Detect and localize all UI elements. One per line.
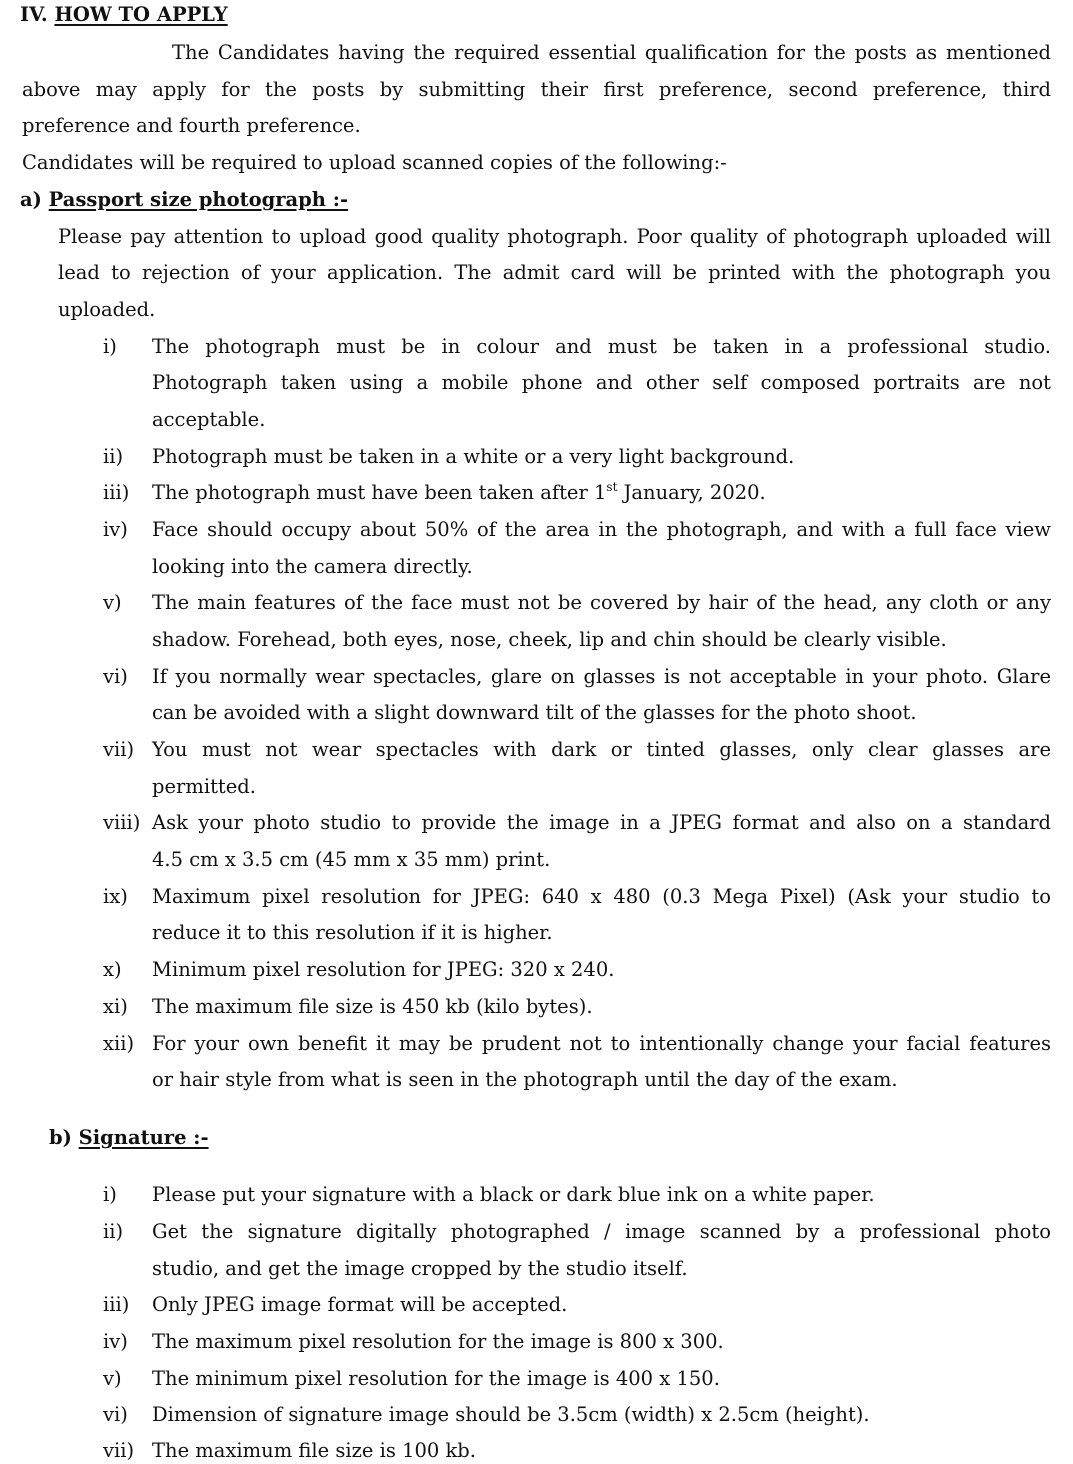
photo-item-line: shadow. Forehead, both eyes, nose, cheek, lip and chin should be clearly visible. [152, 628, 947, 651]
photo-item-line-wrap [152, 884, 1051, 910]
signature-item-number: vi) [103, 1403, 128, 1426]
photo-item-line: For your own benefit it may be prudent not to intentionally change your facial features [152, 1032, 1051, 1055]
photo-item-line [152, 480, 766, 506]
photo-item-number: ix) [103, 885, 128, 908]
photo-item-number: viii) [103, 811, 141, 834]
photo-item-line-wrap [152, 664, 1051, 690]
photo-item-line: 4.5 cm x 3.5 cm (45 mm x 35 mm) print. [152, 848, 551, 871]
section-heading [20, 2, 228, 28]
signature-item-number: i) [103, 1183, 117, 1206]
photo-item-line-wrap [152, 810, 1051, 836]
intro-line-4: Candidates will be required to upload scanned copies of the following:- [22, 151, 727, 174]
section-title: HOW TO APPLY [54, 3, 228, 26]
signature-item-line: Please put your signature with a black or dark blue ink on a white paper. [152, 1183, 875, 1206]
photo-item-line-wrap [152, 370, 1051, 396]
intro-line-2: above may apply for the posts by submitting their first preference, second preference, third [22, 78, 1051, 101]
photo-item-line-wrap [152, 1031, 1051, 1057]
photo-item-line: Ask your photo studio to provide the image in a JPEG format and also on a standard [152, 811, 1051, 834]
photo-para-line-1: Please pay attention to upload good quality photograph. Poor quality of photograph uploaded will [58, 225, 1051, 248]
signature-item-number: v) [103, 1367, 122, 1390]
ordinal-suffix: st [606, 480, 618, 494]
signature-item-line: The minimum pixel resolution for the image is 400 x 150. [152, 1367, 720, 1390]
photo-item-line: You must not wear spectacles with dark or tinted glasses, only clear glasses are [152, 738, 1051, 761]
signature-item-line-wrap [152, 1219, 1051, 1245]
photo-section-heading [20, 187, 348, 213]
signature-item-line: The maximum file size is 100 kb. [152, 1439, 476, 1462]
photo-item-line: Minimum pixel resolution for JPEG: 320 x 240. [152, 958, 615, 981]
signature-item-line: studio, and get the image cropped by the studio itself. [152, 1257, 688, 1280]
photo-item-number: ii) [103, 445, 124, 468]
photo-item-number: vi) [103, 665, 128, 688]
photo-item-line: looking into the camera directly. [152, 555, 473, 578]
intro-line-1: The Candidates having the required essential qualification for the posts as mentioned [172, 41, 1051, 64]
photo-item-line: Photograph taken using a mobile phone and other self composed portraits are not [152, 371, 1051, 394]
signature-section-title: Signature :- [78, 1126, 209, 1149]
photo-item-line-wrap [152, 737, 1051, 763]
signature-item-line: Only JPEG image format will be accepted. [152, 1293, 568, 1316]
photo-item-number: vii) [103, 738, 135, 761]
photo-item-line: acceptable. [152, 408, 266, 431]
signature-section-prefix: b) [49, 1126, 72, 1149]
photo-para-line-2-wrap [58, 260, 1051, 286]
photo-item-line-wrap [152, 517, 1051, 543]
signature-item-line: Dimension of signature image should be 3.5cm (width) x 2.5cm (height). [152, 1403, 870, 1426]
photo-item-line-post: January, 2020. [617, 481, 766, 504]
photo-para-line-2: lead to rejection of your application. The admit card will be printed with the photograph you [58, 261, 1051, 284]
photo-item-number: xii) [103, 1032, 135, 1055]
photo-section-title: Passport size photograph :- [48, 188, 349, 211]
photo-item-line-pre: The photograph must have been taken after 1 [152, 481, 607, 504]
photo-item-line: If you normally wear spectacles, glare on glasses is not acceptable in your photo. Glare [152, 665, 1051, 688]
photo-item-line: Photograph must be taken in a white or a very light background. [152, 445, 795, 468]
signature-item-line: The maximum pixel resolution for the image is 800 x 300. [152, 1330, 724, 1353]
photo-item-line: Face should occupy about 50% of the area in the photograph, and with a full face view [152, 518, 1051, 541]
photo-item-line: The photograph must be in colour and must be taken in a professional studio. [152, 335, 1051, 358]
signature-item-number: iv) [103, 1330, 128, 1353]
signature-item-line: Get the signature digitally photographed / image scanned by a professional photo [152, 1220, 1051, 1243]
photo-para-line-3: uploaded. [58, 298, 156, 321]
signature-item-number: ii) [103, 1220, 124, 1243]
photo-item-number: v) [103, 591, 122, 614]
photo-item-number: xi) [103, 995, 128, 1018]
photo-item-line: can be avoided with a slight downward tilt of the glasses for the photo shoot. [152, 701, 917, 724]
photo-item-line: The main features of the face must not be covered by hair of the head, any cloth or any [152, 591, 1051, 614]
photo-item-number: iii) [103, 481, 130, 504]
signature-item-number: vii) [103, 1439, 135, 1462]
photo-item-line: The maximum file size is 450 kb (kilo bytes). [152, 995, 593, 1018]
photo-item-line: Maximum pixel resolution for JPEG: 640 x 480 (0.3 Mega Pixel) (Ask your studio to [152, 885, 1051, 908]
photo-para-line-1-wrap [58, 224, 1051, 250]
photo-item-line: permitted. [152, 775, 256, 798]
intro-paragraph [172, 40, 1051, 66]
photo-item-line: reduce it to this resolution if it is higher. [152, 921, 553, 944]
photo-item-number: i) [103, 335, 117, 358]
intro-line-2-wrap [22, 77, 1051, 103]
section-roman-numeral: IV. [20, 3, 48, 26]
photo-item-line-wrap [152, 590, 1051, 616]
signature-item-number: iii) [103, 1293, 130, 1316]
photo-item-line: or hair style from what is seen in the photograph until the day of the exam. [152, 1068, 898, 1091]
signature-section-heading [49, 1125, 209, 1151]
intro-line-3: preference and fourth preference. [22, 114, 361, 137]
photo-item-line-wrap [152, 334, 1051, 360]
photo-item-number: x) [103, 958, 122, 981]
photo-item-number: iv) [103, 518, 128, 541]
photo-section-prefix: a) [20, 188, 42, 211]
